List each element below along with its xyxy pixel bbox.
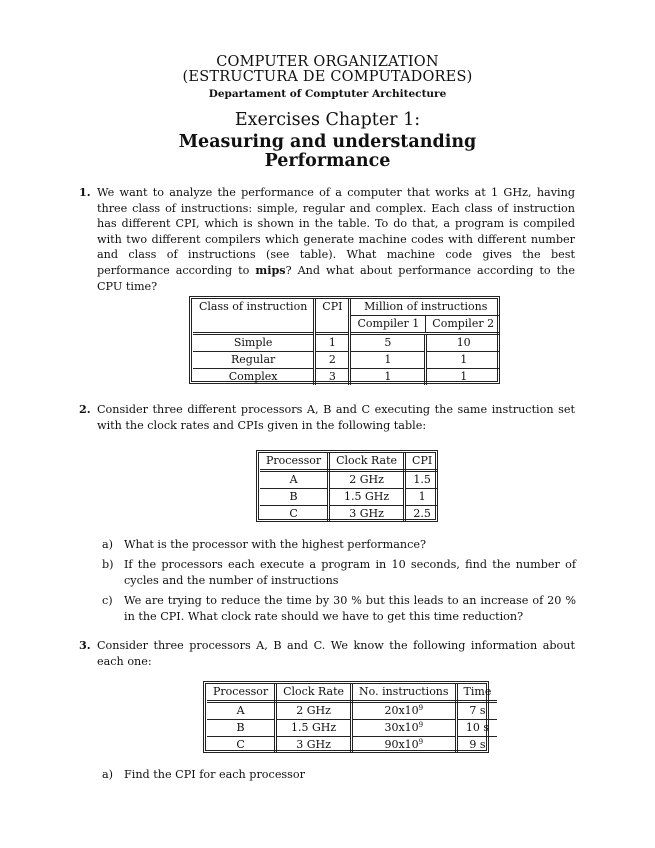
question-2-part-c xyxy=(102,593,576,624)
table-cell: 1.5 xyxy=(405,471,439,489)
table-header: Clock Rate xyxy=(276,684,352,702)
table-cell: A xyxy=(207,702,276,720)
chapter-title: Exercises Chapter 1: xyxy=(234,110,421,130)
sub-text: Find the CPI for each processor xyxy=(124,768,305,781)
table-cell: B xyxy=(260,489,329,506)
table-header: Processor xyxy=(260,453,329,471)
table-header: No. instructions xyxy=(352,684,457,702)
chapter-subtitle xyxy=(0,133,655,171)
question-number: 1. xyxy=(79,185,91,199)
course-title-spanish: (ESTRUCTURA DE COMPUTADORES) xyxy=(182,69,473,85)
question-number: 3. xyxy=(79,638,91,652)
question-1-bold-term: mips xyxy=(255,262,286,277)
table-row xyxy=(193,369,500,386)
table-cell: 5 xyxy=(350,334,426,352)
table-cell: Simple xyxy=(193,334,315,352)
table-cell: 1 xyxy=(350,352,426,369)
sub-text: We are trying to reduce the time by 30 % but this leads to an increase of 20 % in the CPI. What clock rate should we have to get this time reduction? xyxy=(124,594,576,623)
subtitle-line-1: Measuring and understanding xyxy=(178,132,477,152)
table-cell: 7 s xyxy=(456,702,497,720)
question-2-part-a xyxy=(102,537,576,553)
question-1-text-end: ? And what about performance according to the CPU time? xyxy=(97,263,575,293)
table-cell: 3 GHz xyxy=(329,506,405,523)
question-2 xyxy=(79,402,575,433)
table-cell: Complex xyxy=(193,369,315,386)
table-cell: C xyxy=(207,737,276,754)
table-cell: 1.5 GHz xyxy=(329,489,405,506)
table-cell: C xyxy=(260,506,329,523)
table-header: Compiler 1 xyxy=(350,316,426,334)
sub-text: What is the processor with the highest performance? xyxy=(124,538,427,551)
question-2-part-b xyxy=(102,557,576,588)
table-header: Class of instruction xyxy=(193,299,315,334)
table-header: CPI xyxy=(315,299,350,334)
processor-clock-table xyxy=(260,453,438,522)
table-cell: 2 GHz xyxy=(329,471,405,489)
table-cell: Regular xyxy=(193,352,315,369)
table-cell: 10 xyxy=(426,334,500,352)
question-1 xyxy=(79,185,575,294)
table-cell: 2 xyxy=(315,352,350,369)
table-cell: $20x10^9$ xyxy=(352,702,457,720)
subtitle-line-2: Performance xyxy=(264,151,391,171)
table-cell: 2 GHz xyxy=(276,702,352,720)
sub-label: a) xyxy=(102,768,114,781)
question-number: 2. xyxy=(79,402,91,416)
table-cell: 1 xyxy=(460,370,468,383)
table-header: Compiler 2 xyxy=(426,316,500,334)
table-cell: 1 xyxy=(426,352,500,369)
table-header: Clock Rate xyxy=(329,453,405,471)
table-row xyxy=(207,720,497,737)
table-header: Million of instructions xyxy=(350,299,500,316)
table-row xyxy=(193,352,500,369)
sub-text: If the processors each execute a program in 10 seconds, find the number of cycles and the number of instructions xyxy=(124,558,576,587)
table-row xyxy=(260,506,438,523)
instruction-class-table xyxy=(193,299,500,385)
table-row xyxy=(207,737,497,754)
sub-label: b) xyxy=(102,558,114,571)
table-cell: 1 xyxy=(405,489,439,506)
department-name: Departament of Comptuter Architecture xyxy=(208,88,447,100)
table-row xyxy=(260,489,438,506)
table-row xyxy=(207,702,497,720)
table-cell: $30x10^9$ xyxy=(352,720,457,737)
table-header: CPI xyxy=(405,453,439,471)
table-cell: 1 xyxy=(315,334,350,352)
table-cell: 9 s xyxy=(469,738,486,751)
course-title: COMPUTER ORGANIZATION xyxy=(216,54,439,70)
course-title-block xyxy=(0,55,655,85)
question-3 xyxy=(79,638,575,669)
table-row xyxy=(193,334,500,352)
question-2-text: Consider three different processors A, B and C executing the same instruction set with the clock rates and CPIs given in the following table: xyxy=(97,403,575,432)
table-cell: A xyxy=(260,471,329,489)
table-cell: 1.5 GHz xyxy=(276,720,352,737)
table-cell: 2.5 xyxy=(413,507,431,520)
table-cell: 1 xyxy=(350,369,426,386)
table-cell: 3 GHz xyxy=(276,737,352,754)
table-cell: 10 s xyxy=(456,720,497,737)
table-row xyxy=(260,471,438,489)
table-cell: 3 xyxy=(315,369,350,386)
table-cell: $90x10^9$ xyxy=(352,737,457,754)
table-cell: B xyxy=(207,720,276,737)
processor-time-table xyxy=(207,684,497,753)
table-header: Time xyxy=(456,684,497,702)
sub-label: a) xyxy=(102,538,114,551)
question-3-part-a xyxy=(102,767,576,783)
question-3-text: Consider three processors A, B and C. We know the following information about each one: xyxy=(97,639,575,668)
sub-label: c) xyxy=(102,594,113,607)
question-1-text: We want to analyze the performance of a computer that works at 1 GHz, having three class of instructions: simple, regular and complex. Each class of instruction has different CPI, which is shown in the table. To do that, a program is compiled with two different compilers which generate machine codes with different number and class of instructions (see table). What machine code gives the best performance according to xyxy=(97,186,575,277)
table-header: Processor xyxy=(207,684,276,702)
